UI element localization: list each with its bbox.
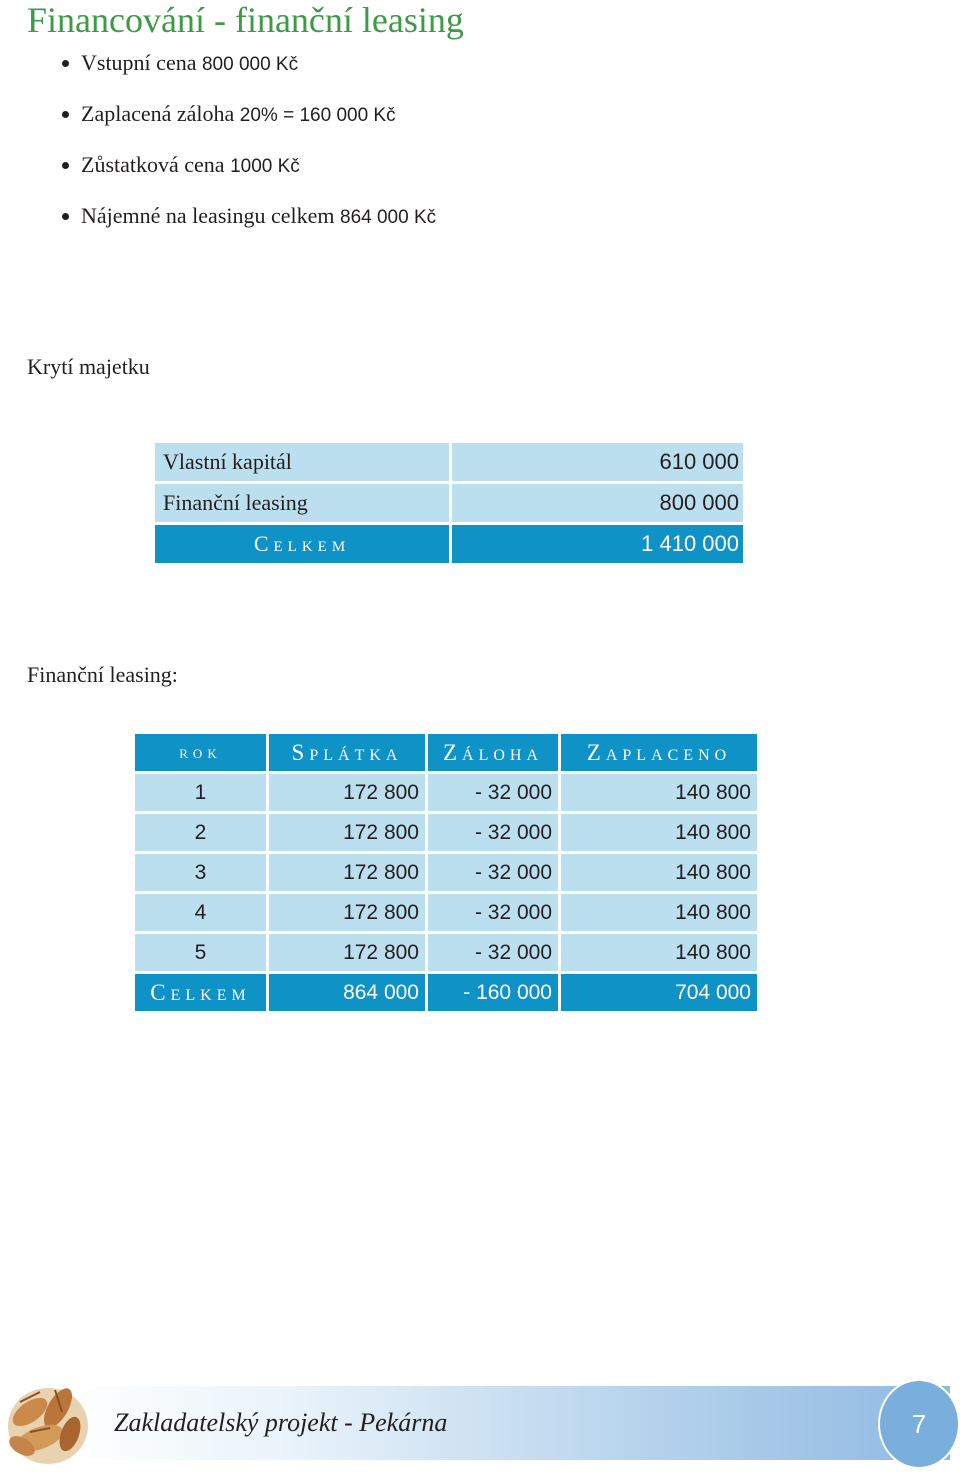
- table-row: [135, 934, 757, 971]
- assets-heading: Krytí majetku: [27, 354, 150, 379]
- total-deposit: - 160 000: [428, 974, 558, 1011]
- installment-cell: 172 800: [269, 774, 425, 811]
- bullet-value: 864 000 Kč: [340, 207, 437, 228]
- row-label: Vlastní kapitál: [155, 443, 449, 481]
- bullet-value: 1000 Kč: [230, 156, 300, 177]
- paid-cell: 140 800: [561, 814, 757, 851]
- table-row: [135, 894, 757, 931]
- year-cell: 2: [135, 814, 266, 851]
- bread-icon: [0, 1372, 96, 1472]
- column-header-year: rok: [135, 734, 266, 771]
- row-value: 800 000: [452, 484, 743, 522]
- row-label: Finanční leasing: [155, 484, 449, 522]
- list-item: [60, 197, 436, 248]
- leasing-table: [132, 731, 760, 1014]
- table-row: [135, 774, 757, 811]
- deposit-cell: - 32 000: [428, 934, 558, 971]
- total-row: [135, 974, 757, 1011]
- total-value: 1 410 000: [452, 525, 743, 563]
- bullet-list: [60, 44, 436, 248]
- total-paid: 704 000: [561, 974, 757, 1011]
- year-cell: 4: [135, 894, 266, 931]
- column-header-installment: Splátka: [269, 734, 425, 771]
- table-row: [135, 854, 757, 891]
- paid-cell: 140 800: [561, 854, 757, 891]
- total-installment: 864 000: [269, 974, 425, 1011]
- installment-cell: 172 800: [269, 934, 425, 971]
- row-value: 610 000: [452, 443, 743, 481]
- table-row: [155, 484, 743, 522]
- total-label: Celkem: [155, 525, 449, 563]
- deposit-cell: - 32 000: [428, 774, 558, 811]
- installment-cell: 172 800: [269, 894, 425, 931]
- total-label: Celkem: [135, 974, 266, 1011]
- header-row: [135, 734, 757, 771]
- page-number: 7: [878, 1379, 960, 1469]
- leasing-heading: Finanční leasing:: [27, 662, 178, 687]
- year-cell: 1: [135, 774, 266, 811]
- list-item: [60, 95, 436, 146]
- bullet-label: Vstupní cena: [81, 50, 202, 75]
- bullet-value: 800 000 Kč: [201, 54, 299, 75]
- total-row: [155, 525, 743, 563]
- assets-table: [152, 440, 746, 566]
- table-row: [135, 814, 757, 851]
- column-header-paid: Zaplaceno: [561, 734, 757, 771]
- installment-cell: 172 800: [269, 854, 425, 891]
- bullet-label: Nájemné na leasingu celkem: [81, 203, 341, 228]
- deposit-cell: - 32 000: [428, 854, 558, 891]
- deposit-cell: - 32 000: [428, 814, 558, 851]
- deposit-cell: - 32 000: [428, 894, 558, 931]
- table-row: [155, 443, 743, 481]
- paid-cell: 140 800: [561, 894, 757, 931]
- list-item: [60, 146, 436, 197]
- list-item: [60, 44, 436, 95]
- year-cell: 5: [135, 934, 266, 971]
- paid-cell: 140 800: [561, 774, 757, 811]
- column-header-deposit: Záloha: [428, 734, 558, 771]
- bullet-value: 20% = 160 000 Kč: [239, 105, 396, 126]
- footer-title: Zakladatelský projekt - Pekárna: [114, 1408, 448, 1437]
- installment-cell: 172 800: [269, 814, 425, 851]
- year-cell: 3: [135, 854, 266, 891]
- bullet-label: Zůstatková cena: [81, 152, 231, 177]
- bullet-label: Zaplacená záloha: [81, 101, 240, 126]
- paid-cell: 140 800: [561, 934, 757, 971]
- page-title: Financování - finanční leasing: [27, 0, 464, 40]
